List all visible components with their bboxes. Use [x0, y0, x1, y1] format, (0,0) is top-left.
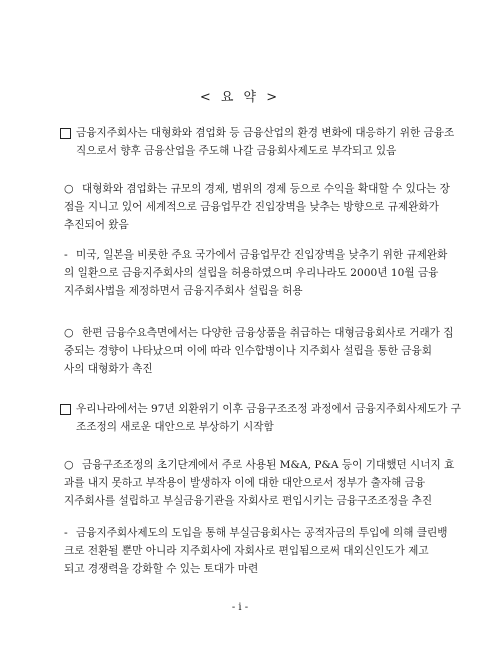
section-3-marker: -: [64, 248, 68, 261]
section-2-marker: ○: [64, 182, 74, 195]
text-line: 미국, 일본을 비롯한 주요 국가에서 금융업무간 진입장벽을 낮추기 위한 규제완화: [76, 249, 448, 261]
checkbox-square-icon: [60, 404, 71, 415]
section-7-marker: -: [64, 526, 68, 539]
summary-title: < 요 약 >: [199, 90, 281, 105]
text-line: 의 일환으로 금융지주회사의 설립을 허용하였으며 우리나라도 2000년 10월 금융: [64, 267, 439, 279]
text-line: 금융구조조정의 초기단계에서 주로 사용된 M&A, P&A 등이 기대했던 시너지 효: [82, 459, 455, 471]
text-line: 중되는 경향이 나타났으며 이에 따라 인수합병이나 지주회사 설립을 통한 금융회: [64, 345, 433, 357]
section-5-text: [76, 400, 461, 436]
text-line: 점을 지니고 있어 세계적으로 금융업무간 진입장벽을 낮추는 방향으로 규제완화가: [64, 201, 439, 213]
text-line: 추진되어 왔음: [64, 219, 129, 231]
page-number: - i -: [231, 602, 249, 613]
checkbox-square-icon: [60, 128, 71, 139]
section-4-text: [64, 324, 454, 378]
text-line: 과를 내지 못하고 부작용이 발생하자 이에 대한 대안으로서 정부가 출자해 금융: [64, 477, 426, 489]
text-line: 금융지주회사는 대형화와 겸업화 등 금융산업의 환경 변화에 대응하기 위한 금융조: [76, 127, 455, 139]
text-line: 사의 대형화가 촉진: [64, 363, 153, 375]
text-line: 크로 전환될 뿐만 아니라 지주회사에 자회사로 편입됨으로써 대외신인도가 제고: [64, 545, 429, 557]
text-line: 조조정의 새로운 대안으로 부상하기 시작함: [76, 421, 274, 433]
text-line: 지주회사를 설립하고 부실금융기관을 자회사로 편입시키는 금융구조조정을 추진: [64, 495, 433, 507]
section-1-marker: [60, 124, 71, 145]
section-4-marker: ○: [64, 326, 74, 339]
section-3-text: [64, 246, 448, 300]
text-line: 되고 경쟁력을 강화할 수 있는 토대가 마련: [64, 563, 259, 575]
text-line: 금융지주회사제도의 도입을 통해 부실금융회사는 공적자금의 투입에 의해 클린뱅: [76, 527, 448, 539]
text-line: 우리나라에서는 97년 외환위기 이후 금융구조조정 과정에서 금융지주회사제도가 구: [76, 403, 461, 415]
section-1-text: [76, 124, 454, 160]
section-6-text: [64, 456, 455, 510]
text-line: 대형화와 겸업화는 규모의 경제, 범위의 경제 등으로 수익을 확대할 수 있다는 장: [82, 183, 450, 195]
section-2-text: [64, 180, 450, 234]
section-6-marker: ○: [64, 458, 74, 471]
text-line: 직으로서 향후 금융산업을 주도해 나갈 금융회사제도로 부각되고 있음: [76, 145, 397, 157]
section-5-marker: [60, 400, 71, 421]
text-line: 한편 금융수요측면에서는 다양한 금융상품을 취급하는 대형금융회사로 거래가 집: [82, 327, 454, 339]
section-7-text: [64, 524, 448, 578]
text-line: 지주회사법을 제정하면서 금융지주회사 설립을 허용: [64, 285, 303, 297]
